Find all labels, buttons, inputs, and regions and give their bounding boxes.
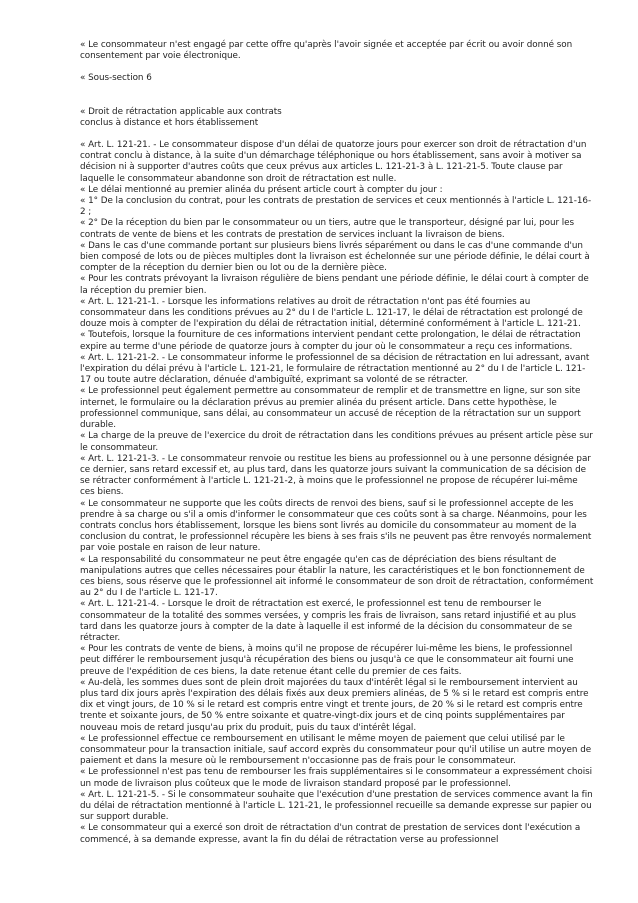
paragraph-regular-delivery: « Pour les contrats prévoyant la livraison régulière de biens pendant une période définie, le délai court à compter de la réception du premier bien.: [80, 274, 589, 296]
paragraph-multiple-goods: « Dans le cas d'une commande portant sur plusieurs biens livrés séparément ou dans le cas d'une commande d'un bien composé de lots ou de pièces multiples dont la livraison est échelonnée sur une période définie, le délai court à compter de la réception du dernier bien ou lot ou de la dernière pièce.: [80, 240, 590, 274]
paragraph-item-2: « 2° De la réception du bien par le consommateur ou un tiers, autre que le transporteur, désigné par lui, pour les contrats de vente de biens et les contrats de prestation de services incluant la livraison de biens.: [80, 218, 575, 240]
paragraph-services-started: « Le consommateur qui a exercé son droit de rétractation d'un contrat de prestation de services dont l'exécution a commencé, à sa demande expresse, avant la fin du délai de rétractation verse au professionnel: [80, 823, 581, 845]
paragraph-interest-penalties: « Au-delà, les sommes dues sont de plein droit majorées du taux d'intérêt légal si le remboursement intervient au plus tard dix jours après l'expiration des délais fixés aux deux premiers alinéas, de 5 % si le retard est compris entre dix et vingt jours, de 10 % si le retard est compris entre vingt et trente jours, de 20 % si le retard est compris entre trente et soixante jours, de 50 % entre soixante et quatre-vingt-dix jours et de cinq points supplémentaires par nouveau mois de retard jusqu'au prix du produit, puis du taux d'intérêt légal.: [80, 677, 589, 733]
paragraph-burden-of-proof: « La charge de la preuve de l'exercice du droit de rétractation dans les conditions prévues au présent article pèse sur le consommateur.: [80, 431, 593, 453]
section-title: « Droit de rétractation applicable aux contrats conclus à distance et hors établissement: [80, 106, 282, 128]
paragraph-delay-start: « Le délai mentionné au premier alinéa du présent article court à compter du jour :: [80, 184, 443, 195]
paragraph-return-costs: « Le consommateur ne supporte que les coûts directs de renvoi des biens, sauf si le professionnel accepte de les prendre à sa charge ou s'il a omis d'informer le consommateur que ces coûts sont à sa charge. Néanmoins, pour les contrats conclus hors établissement, lorsque les biens sont livrés au domicile du consommateur au moment de la conclusion du contrat, le professionnel récupère les biens à ses frais s'ils ne peuvent pas être renvoyés normalement par voie postale en raison de leur nature.: [80, 498, 592, 554]
paragraph-extra-delivery-costs: « Le professionnel n'est pas tenu de rembourser les frais supplémentaires si le consommateur a expressément choisi un mode de livraison plus coûteux que le mode de livraison standard proposé par le professionnel.: [80, 767, 593, 789]
paragraph-information-extension: « Toutefois, lorsque la fourniture de ces informations intervient pendant cette prolongation, le délai de rétractation expire au terme d'une période de quatorze jours à compter du jour où le consommateur a reçu ces informations.: [80, 330, 581, 352]
paragraph-online-form: « Le professionnel peut également permettre au consommateur de remplir et de transmettre en ligne, sur son site internet, le formulaire ou la déclaration prévus au premier alinéa du présent article. Dans cette hypothèse, le professionnel communique, sans délai, au consommateur un accusé de réception de la rétractation sur un support durable.: [80, 386, 581, 431]
article-121-21-3: « Art. L. 121-21-3. - Le consommateur renvoie ou restitue les biens au professionnel ou à une personne désignée par ce dernier, sans retard excessif et, au plus tard, dans les quatorze jours suivant la communication de sa décision de se rétracter conformément à l'article L. 121-21-2, à moins que le professionnel ne propose de récupérer lui-même ces biens.: [80, 453, 591, 498]
paragraph-item-1: « 1° De la conclusion du contrat, pour les contrats de prestation de services et ceux mentionnés à l'article L. 121-16-2 ;: [80, 196, 592, 218]
paragraph-deferral: « Pour les contrats de vente de biens, à moins qu'il ne propose de récupérer lui-même les biens, le professionnel peut différer le remboursement jusqu'à récupération des biens ou jusqu'à ce que le consommateur ait fourni une preuve de l'expédition de ces biens, la date retenue étant celle du premier de ces faits.: [80, 644, 574, 677]
paragraph-liability: « La responsabilité du consommateur ne peut être engagée qu'en cas de dépréciation des biens résultant de manipulations autres que celles nécessaires pour établir la nature, les caractéristiques et le bon fonctionnement de ces biens, sous réserve que le professionnel ait informé le consommateur de son droit de rétractation, conformément au 2° du I de l'article L. 121-17.: [80, 554, 594, 599]
article-121-21-4: « Art. L. 121-21-4. - Lorsque le droit de rétractation est exercé, le professionnel est tenu de rembourser le consommateur de la totalité des sommes versées, y compris les frais de livraison, sans retard injustifié et au plus tard dans les quatorze jours à compter de la date à laquelle il est informé de la décision du consommateur de se rétracter.: [80, 599, 576, 643]
article-121-21-5: « Art. L. 121-21-5. - Si le consommateur souhaite que l'exécution d'une prestation de services commence avant la fin du délai de rétractation mentionné à l'article L. 121-21, le professionnel recueille sa demande expresse sur papier ou sur support durable.: [80, 789, 593, 823]
paragraph-offer-consent: « Le consommateur n'est engagé par cette offre qu'après l'avoir signée et acceptée par écrit ou avoir donné son consentement par voie électronique.: [80, 40, 573, 62]
article-121-21: « Art. L. 121-21. - Le consommateur dispose d'un délai de quatorze jours pour exercer son droit de rétractation d'un contrat conclu à distance, à la suite d'un démarchage téléphonique ou hors établissement, sans avoir à motiver sa décision ni à supporter d'autres coûts que ceux prévus aux articles L. 121-21-3 à L. 121-21-5. Toute clause par laquelle le consommateur abandonne son droit de rétractation est nulle.: [80, 140, 587, 184]
subsection-heading: « Sous-section 6: [80, 73, 152, 84]
paragraph-payment-method: « Le professionnel effectue ce remboursement en utilisant le même moyen de paiement que celui utilisé par le consommateur pour la transaction initiale, sauf accord exprès du consommateur pour qu'il utilise un autre moyen de paiement et dans la mesure où le remboursement n'occasionne pas de frais pour le consommateur.: [80, 733, 592, 767]
article-121-21-1: « Art. L. 121-21-1. - Lorsque les informations relatives au droit de rétractation n'ont pas été fournies au consommateur dans les conditions prévues au 2° du I de l'article L. 121-17, le délai de rétractation est prolongé de douze mois à compter de l'expiration du délai de rétractation initial, déterminé conformément à l'article L. 121-21.: [80, 296, 583, 330]
article-121-21-2: « Art. L. 121-21-2. - Le consommateur informe le professionnel de sa décision de rétractation en lui adressant, avant l'expiration du délai prévu à l'article L. 121-21, le formulaire de rétractation mentionné au 2° du I de l'article L. 121-17 ou toute autre déclaration, dénuée d'ambiguïté, exprimant sa volonté de se rétracter.: [80, 352, 590, 386]
